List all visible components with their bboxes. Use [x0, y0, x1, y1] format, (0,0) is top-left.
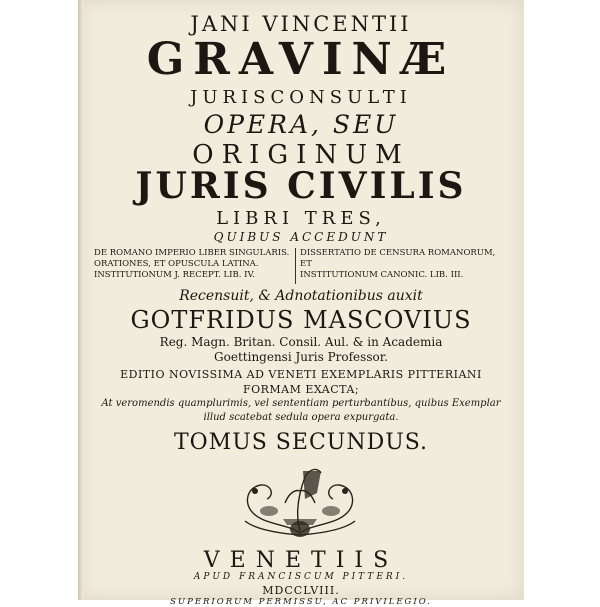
volume-title: TOMUS SECUNDUS. [173, 430, 429, 455]
originum: ORIGINUM [192, 140, 410, 170]
note-line-1: At veromendis quamplurimis, vel sententiam perturbantibus, quibus Exemplar [101, 398, 501, 409]
title-page [78, 0, 524, 607]
contents-columns [94, 248, 508, 290]
author-role: JURISCONSULTI [190, 87, 412, 108]
privilege-line: SUPERIORUM PERMISSU, AC PRIVILEGIO. [170, 597, 432, 607]
left-contents-item: INSTITUTIONUM J. RECEPT. LIB. IV. [94, 270, 255, 280]
edition-line-2: FORMAM EXACTA; [242, 383, 360, 396]
publication-year: MDCCLVIII. [262, 584, 340, 597]
right-contents-column [300, 248, 496, 281]
opera-seu: OPERA, SEU [203, 110, 399, 139]
left-contents-item: DE ROMANO IMPERIO LIBER SINGULARIS. [94, 248, 290, 258]
column-divider [295, 248, 296, 284]
main-title: JURIS CIVILIS [135, 165, 467, 207]
editor-title-1: Reg. Magn. Britan. Consil. Aul. & in Academia [159, 335, 443, 349]
author-name: GRAVINÆ [146, 34, 456, 85]
place-of-printing: VENETIIS [203, 548, 399, 573]
printers-ornament-icon [225, 463, 375, 543]
editor-name: GOTFRIDUS MASCOVIUS [130, 306, 472, 334]
left-contents-column [94, 248, 290, 281]
edition-line-1: EDITIO NOVISSIMA AD VENETI EXEMPLARIS PITTERIANI [120, 368, 482, 381]
right-contents-item: DISSERTATIO DE CENSURA ROMANORUM, [300, 248, 496, 258]
libri-tres: LIBRI TRES, [216, 208, 386, 229]
printer-name: APUD FRANCISCUM PITTERI. [193, 572, 409, 582]
right-contents-item: INSTITUTIONUM CANONIC. LIB. III. [300, 270, 464, 280]
quibus-accedunt: QUIBUS ACCEDUNT [213, 230, 389, 244]
note-line-2: illud scatebat sedula opera expurgata. [203, 412, 399, 423]
right-contents-item: ET [300, 259, 312, 269]
editor-title-2: Goettingensi Juris Professor. [214, 350, 388, 364]
recensuit-line: Recensuit, & Adnotationibus auxit [179, 288, 423, 304]
author-line: JANI VINCENTII [190, 12, 412, 36]
left-contents-item: ORATIONES, ET OPUSCULA LATINA. [94, 259, 259, 269]
